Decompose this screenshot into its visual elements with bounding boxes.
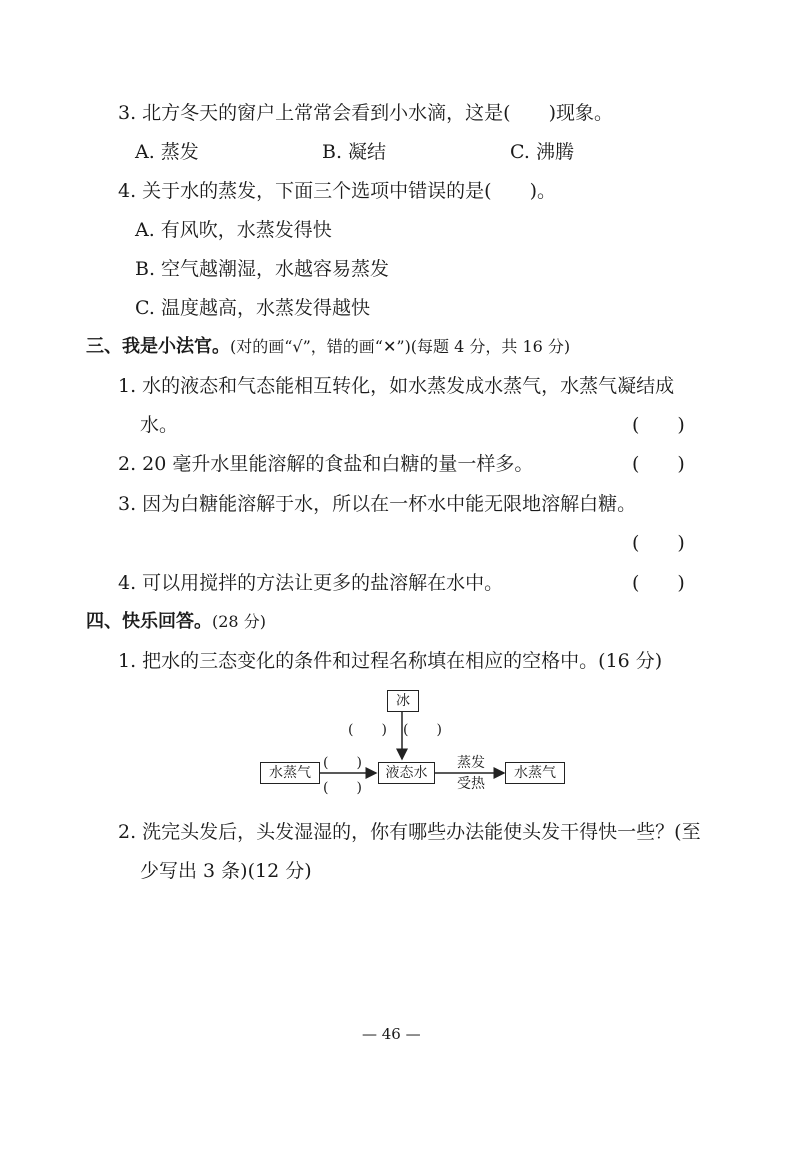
question-3-text: 3. 北方冬天的窗户上常常会看到小水滴，这是( )现象。: [118, 102, 613, 124]
s4-q1-text: 1. 把水的三态变化的条件和过程名称填在相应的空格中。(16 分): [118, 650, 663, 672]
s3-q3-text: 3. 因为白糖能溶解于水，所以在一杯水中能无限地溶解白糖。: [118, 493, 637, 515]
s3-q4-text: 4. 可以用搅拌的方法让更多的盐溶解在水中。: [118, 572, 504, 594]
evaporation-label: 蒸发: [457, 755, 485, 771]
left-arrow-blank-top[interactable]: ( ): [323, 755, 362, 771]
s3-q1-line2: 水。: [140, 414, 179, 436]
s3-q2-text: 2. 20 毫升水里能溶解的食盐和白糖的量一样多。: [118, 453, 534, 475]
ice-box: 冰: [387, 690, 419, 712]
s3-q1-answer-blank[interactable]: ( ): [632, 414, 685, 436]
s3-q2-answer-blank[interactable]: ( ): [632, 453, 685, 475]
liquid-water-box: 液态水: [378, 762, 435, 784]
section-4-title: 四、快乐回答。: [86, 611, 212, 632]
s4-q2-line1: 2. 洗完头发后，头发湿湿的，你有哪些办法能使头发干得快一些？(至: [118, 821, 701, 843]
s3-q3-answer-blank[interactable]: ( ): [632, 532, 685, 554]
q4-option-b: B. 空气越潮湿，水越容易蒸发: [135, 258, 390, 280]
s3-q4-answer-blank[interactable]: ( ): [632, 572, 685, 594]
q3-option-a: A. 蒸发: [135, 141, 199, 163]
s3-q1-line1: 1. 水的液态和气态能相互转化，如水蒸发成水蒸气，水蒸气凝结成: [118, 375, 675, 397]
s4-q2-line2: 少写出 3 条)(12 分): [140, 860, 312, 882]
ice-blank-right[interactable]: ( ): [403, 722, 442, 738]
section-3-note: (对的画“√”，错的画“✕”)(每题 4 分，共 16 分): [230, 337, 571, 356]
section-3-heading: [86, 335, 570, 359]
left-arrow-blank-bottom[interactable]: ( ): [323, 780, 362, 796]
q3-option-c: C. 沸腾: [510, 141, 574, 163]
q4-option-a: A. 有风吹，水蒸发得快: [135, 219, 332, 241]
ice-blank-left[interactable]: ( ): [348, 722, 387, 738]
heating-label: 受热: [457, 776, 485, 792]
q3-option-b: B. 凝结: [322, 141, 387, 163]
section-3-title: 三、我是小法官。: [86, 336, 230, 357]
vapor-right-box: 水蒸气: [505, 762, 565, 784]
q4-option-c: C. 温度越高，水蒸发得越快: [135, 297, 370, 319]
section-4-score: (28 分): [212, 612, 266, 631]
page-number: — 46 —: [362, 1025, 421, 1043]
vapor-left-box: 水蒸气: [260, 762, 320, 784]
question-4-text: 4. 关于水的蒸发，下面三个选项中错误的是( )。: [118, 180, 556, 202]
section-4-heading: [86, 610, 266, 634]
